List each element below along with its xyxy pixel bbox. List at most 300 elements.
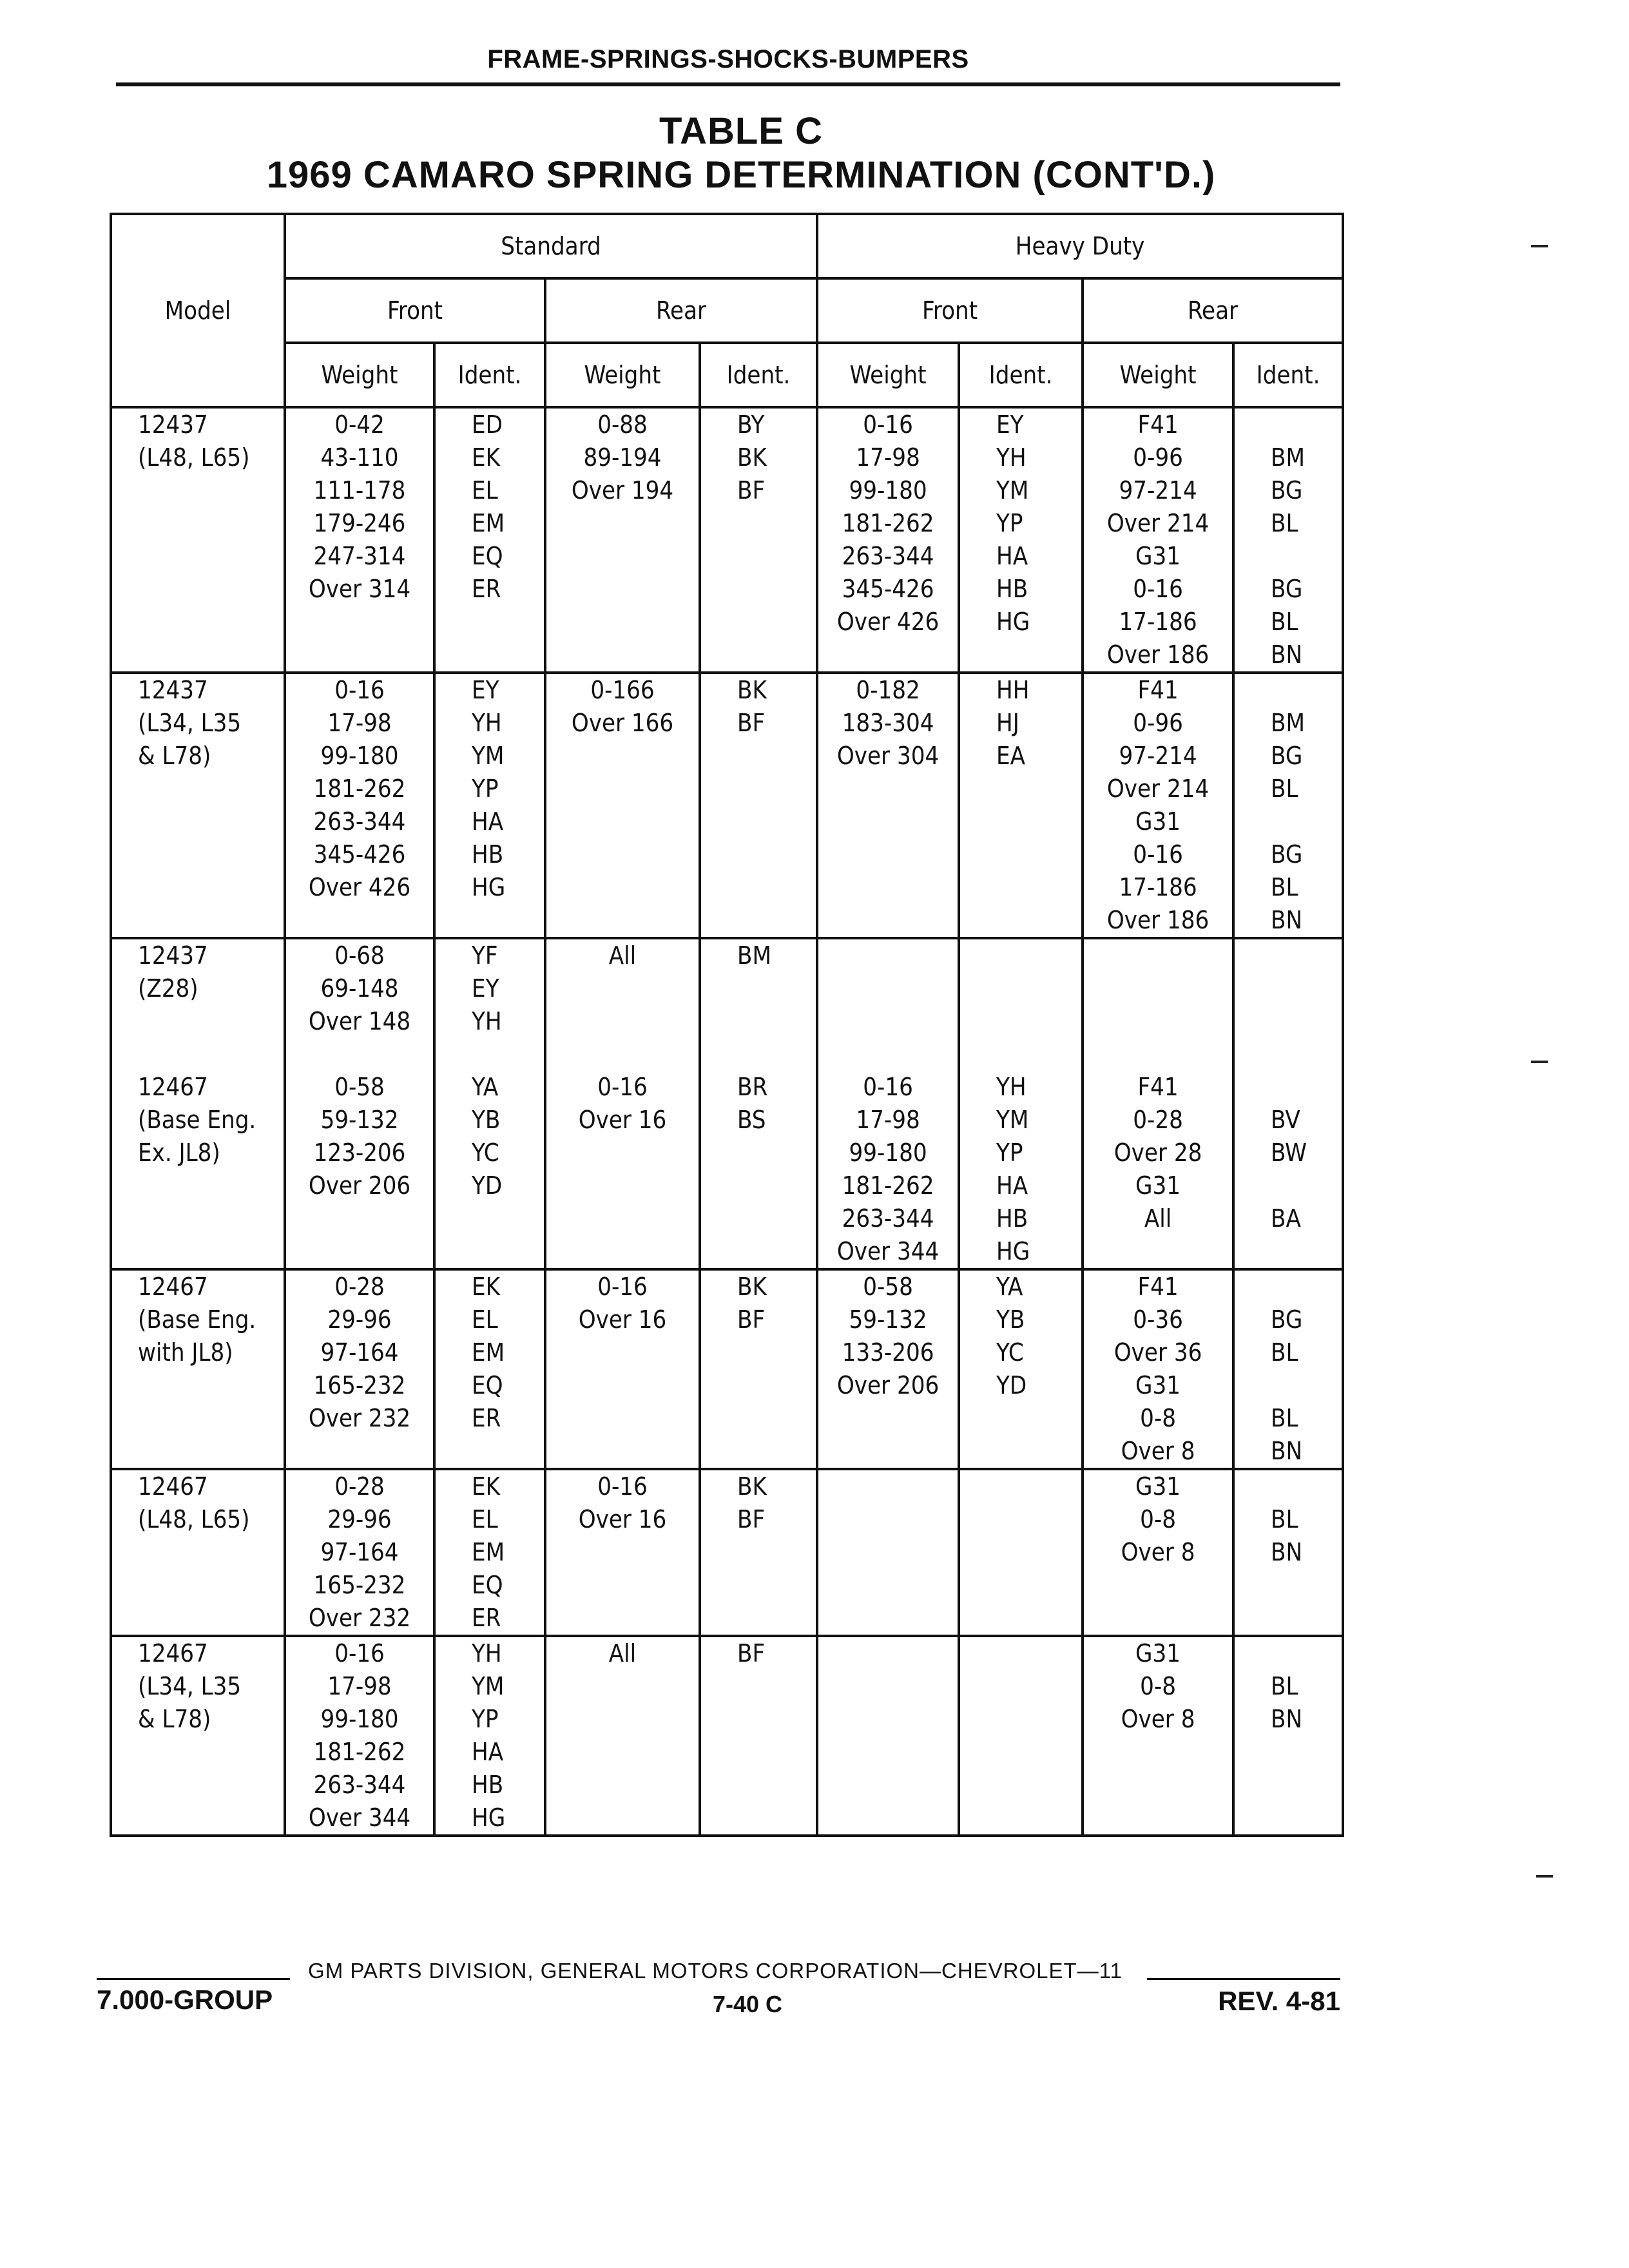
cell-line: G31 — [1135, 1171, 1181, 1200]
hd-rear-ident-cell — [1233, 1469, 1343, 1636]
cell-line: (L48, L65) — [138, 443, 250, 472]
table-row — [111, 407, 1343, 673]
hd-front-ident-header: Ident. — [959, 343, 1083, 407]
cell-line: 59-132 — [320, 1106, 399, 1134]
footer-page-number: 7-40 C — [712, 1991, 783, 2017]
cell-line: 345-426 — [313, 840, 406, 869]
hd-rear-weight-header: Weight — [1083, 343, 1233, 407]
cell-line: G31 — [1135, 542, 1181, 570]
cell-line: HG — [996, 608, 1030, 636]
cell-line: Over 8 — [1121, 1705, 1195, 1733]
cell-line: 181-262 — [313, 774, 406, 803]
cell-line: 0-166 — [590, 676, 655, 704]
footer-group: 7.000-GROUP — [97, 1984, 273, 2015]
hd-front-weight-cell — [817, 938, 959, 1269]
cell-line: BM — [737, 941, 771, 970]
cell-line: BK — [737, 1472, 767, 1501]
cell-line — [546, 1038, 699, 1071]
cell-line: 99-180 — [320, 742, 399, 770]
cell-line: YH — [472, 1639, 502, 1667]
cell-line — [996, 1038, 1081, 1071]
cell-line: Over 186 — [1106, 906, 1210, 934]
header-rule — [116, 82, 1340, 86]
cell-line: BK — [737, 676, 767, 704]
cell-line — [1271, 1470, 1342, 1503]
cell-line: Over 344 — [308, 1803, 411, 1832]
std-front-weight-cell — [285, 1469, 434, 1636]
cell-line: YB — [472, 1106, 501, 1134]
cell-line: 12437 — [138, 941, 208, 970]
cell-line: BL — [1271, 1404, 1298, 1432]
cell-line: with JL8) — [138, 1338, 233, 1367]
cell-line: F41 — [1137, 1073, 1179, 1101]
cell-line: All — [1144, 1204, 1172, 1233]
cell-line: BL — [1271, 1338, 1298, 1367]
hd-front-ident-cell — [959, 1269, 1083, 1469]
cell-line: 99-180 — [320, 1705, 399, 1733]
cell-line — [1271, 1005, 1342, 1038]
cell-line: Over 426 — [308, 873, 411, 901]
std-front-weight-cell — [285, 1269, 434, 1469]
std-rear-weight-cell — [545, 407, 700, 673]
std-front-ident-header: Ident. — [434, 343, 545, 407]
spring-determination-table — [110, 213, 1344, 1837]
cell-line: HB — [472, 840, 504, 869]
hd-front-header: Front — [817, 278, 1083, 343]
cell-line: 17-186 — [1119, 608, 1197, 636]
std-rear-ident-cell — [700, 1269, 817, 1469]
model-cell — [111, 407, 285, 673]
cell-line: YA — [996, 1273, 1023, 1301]
std-front-weight-cell — [285, 407, 434, 673]
cell-line: YD — [996, 1371, 1027, 1399]
cell-line — [737, 1005, 816, 1038]
cell-line: 17-98 — [856, 1106, 920, 1134]
cell-line: EK — [472, 1273, 501, 1301]
model-cell — [111, 938, 285, 1269]
cell-line: BG — [1271, 840, 1303, 869]
cell-line: 12467 — [138, 1472, 208, 1501]
cell-line: YP — [472, 1705, 499, 1733]
cell-line — [818, 1038, 958, 1071]
cell-line — [138, 1038, 284, 1071]
cell-line: 43-110 — [320, 443, 399, 472]
cell-line: HB — [996, 1204, 1028, 1233]
cell-line: ED — [472, 410, 503, 439]
std-front-ident-cell — [434, 1469, 545, 1636]
cell-line: BM — [1271, 443, 1306, 472]
cell-line: Over 206 — [836, 1371, 940, 1399]
cell-line: HA — [996, 542, 1028, 570]
table-row — [111, 1269, 1343, 1469]
std-front-ident-cell — [434, 1636, 545, 1836]
cell-line — [996, 1005, 1081, 1038]
cell-line: ER — [472, 575, 501, 603]
cell-line: 97-164 — [320, 1338, 399, 1367]
cell-line: 179-246 — [313, 509, 406, 537]
cell-line: 0-88 — [597, 410, 648, 439]
table-body — [111, 407, 1343, 1836]
cell-line: EL — [472, 1305, 498, 1334]
cell-line: Over 16 — [578, 1505, 667, 1533]
hd-front-ident-cell — [959, 1636, 1083, 1836]
cell-line: & L78) — [138, 742, 211, 770]
cell-line: BR — [737, 1073, 768, 1101]
cell-line: YH — [472, 1007, 502, 1035]
cell-line: Over 232 — [308, 1404, 411, 1432]
cell-line: 0-16 — [863, 410, 913, 439]
model-cell — [111, 1469, 285, 1636]
cell-line: 97-214 — [1119, 476, 1197, 505]
cell-line: 165-232 — [313, 1371, 406, 1399]
cell-line: BW — [1271, 1139, 1307, 1167]
cell-line — [996, 939, 1081, 972]
hd-rear-ident-header: Ident. — [1233, 343, 1343, 407]
cell-line: HA — [996, 1171, 1028, 1200]
std-front-weight-header: Weight — [285, 343, 434, 407]
std-rear-weight-cell — [545, 938, 700, 1269]
cell-line: F41 — [1137, 410, 1179, 439]
cell-line: HB — [472, 1771, 504, 1799]
cell-line: BY — [737, 410, 765, 439]
hd-rear-weight-cell — [1083, 1269, 1233, 1469]
cell-line: BL — [1271, 1672, 1298, 1700]
cell-line: 0-8 — [1140, 1404, 1176, 1432]
cell-line — [1271, 540, 1342, 573]
cell-line: All — [608, 1639, 637, 1667]
cell-line: ER — [472, 1604, 501, 1632]
cell-line: BF — [737, 1639, 766, 1667]
cell-line: 0-42 — [334, 410, 385, 439]
cell-line: BG — [1271, 575, 1303, 603]
cell-line — [1084, 972, 1232, 1005]
cell-line — [1271, 408, 1342, 441]
cell-line — [1271, 1271, 1342, 1303]
std-rear-ident-cell — [700, 1636, 817, 1836]
cell-line: 99-180 — [849, 1139, 927, 1167]
cell-line: EL — [472, 476, 498, 505]
cell-line: Over 194 — [571, 476, 674, 505]
cell-line — [1084, 939, 1232, 972]
cell-line — [1271, 1637, 1342, 1670]
cell-line: YB — [996, 1305, 1025, 1334]
hd-rear-ident-cell — [1233, 1636, 1343, 1836]
table-row — [111, 1469, 1343, 1636]
cell-line — [286, 1038, 433, 1071]
cell-line: BG — [1271, 1305, 1303, 1334]
std-rear-ident-cell — [700, 673, 817, 938]
cell-line: Over 344 — [836, 1237, 940, 1265]
cell-line: YH — [996, 443, 1027, 472]
std-front-ident-cell — [434, 1269, 545, 1469]
cell-line: EA — [996, 742, 1026, 770]
cell-line: HA — [472, 807, 504, 836]
cell-line: 183-304 — [842, 709, 934, 737]
cell-line: YM — [472, 1672, 505, 1700]
cell-line: Over 28 — [1113, 1139, 1202, 1167]
footer-rule-right — [1147, 1978, 1340, 1980]
cell-line: BG — [1271, 742, 1303, 770]
hd-front-weight-cell — [817, 673, 959, 938]
cell-line: F41 — [1137, 676, 1179, 704]
hd-rear-weight-cell — [1083, 673, 1233, 938]
margin-mark — [1536, 1875, 1553, 1878]
table-row — [111, 938, 1343, 1269]
cell-line: Over 232 — [308, 1604, 411, 1632]
margin-mark — [1531, 1061, 1548, 1063]
cell-line: 0-68 — [334, 941, 385, 970]
margin-mark — [1531, 245, 1548, 247]
cell-line: 133-206 — [842, 1338, 934, 1367]
cell-line: 247-314 — [313, 542, 406, 570]
cell-line: 97-164 — [320, 1538, 399, 1566]
table-title — [116, 110, 1366, 197]
cell-line — [1271, 939, 1342, 972]
cell-line: 97-214 — [1119, 742, 1197, 770]
cell-line: G31 — [1135, 1639, 1181, 1667]
cell-line: YP — [996, 509, 1023, 537]
cell-line — [1271, 1038, 1342, 1071]
std-rear-weight-header: Weight — [545, 343, 700, 407]
cell-line: Over 148 — [308, 1007, 411, 1035]
cell-line: Over 206 — [308, 1171, 411, 1200]
cell-line: 0-16 — [334, 676, 385, 704]
cell-line: 0-16 — [597, 1273, 648, 1301]
table-row — [111, 673, 1343, 938]
cell-line: YM — [996, 1106, 1029, 1134]
table-row — [111, 1636, 1343, 1836]
cell-line: 181-262 — [313, 1738, 406, 1766]
spring-determination-table-wrap — [110, 213, 1342, 1837]
cell-line — [1271, 1169, 1342, 1202]
cell-line: YD — [472, 1171, 503, 1200]
cell-line: Over 166 — [571, 709, 674, 737]
std-rear-weight-cell — [545, 1269, 700, 1469]
cell-line: EY — [996, 410, 1024, 439]
cell-line: BN — [1271, 1538, 1303, 1566]
cell-line: (Z28) — [138, 974, 198, 1003]
cell-line: BF — [737, 1505, 766, 1533]
cell-line: 111-178 — [313, 476, 406, 505]
cell-line: 69-148 — [320, 974, 399, 1003]
cell-line: Over 214 — [1106, 774, 1210, 803]
cell-line: 12467 — [138, 1639, 208, 1667]
cell-line: 263-344 — [842, 542, 934, 570]
cell-line — [546, 1005, 699, 1038]
hd-front-ident-cell — [959, 407, 1083, 673]
cell-line: G31 — [1135, 1472, 1181, 1501]
cell-line: BL — [1271, 873, 1298, 901]
cell-line — [1271, 1071, 1342, 1104]
cell-line: 12437 — [138, 676, 208, 704]
footer-revision: REV. 4-81 — [1218, 1986, 1340, 2016]
cell-line: EY — [472, 974, 499, 1003]
cell-line — [1084, 1038, 1232, 1071]
cell-line: G31 — [1135, 1371, 1181, 1399]
cell-line: Over 16 — [578, 1106, 667, 1134]
cell-line: Over 426 — [836, 608, 940, 636]
hd-front-ident-cell — [959, 1469, 1083, 1636]
cell-line: EK — [472, 443, 501, 472]
table-title-line1: TABLE C — [659, 110, 823, 152]
cell-line: ER — [472, 1404, 501, 1432]
hd-front-weight-cell — [817, 1269, 959, 1469]
cell-line: Over 8 — [1121, 1437, 1195, 1465]
cell-line: YA — [472, 1073, 499, 1101]
cell-line: YM — [472, 742, 505, 770]
cell-line: 0-16 — [863, 1073, 913, 1101]
cell-line — [546, 972, 699, 1005]
std-front-weight-cell — [285, 1636, 434, 1836]
cell-line: 12467 — [138, 1073, 208, 1101]
section-title: FRAME-SPRINGS-SHOCKS-BUMPERS — [487, 45, 969, 73]
std-rear-ident-cell — [700, 938, 817, 1269]
cell-line: BA — [1271, 1204, 1301, 1233]
hd-front-ident-cell — [959, 938, 1083, 1269]
cell-line: YC — [472, 1139, 499, 1167]
cell-line: 17-98 — [327, 1672, 392, 1700]
table-title-line2: 1969 CAMARO SPRING DETERMINATION (CONT'D.) — [266, 154, 1216, 196]
cell-line: BN — [1271, 640, 1303, 669]
cell-line: BF — [737, 709, 766, 737]
cell-line: 0-36 — [1133, 1305, 1183, 1334]
cell-line: 263-344 — [842, 1204, 934, 1233]
cell-line: 181-262 — [842, 1171, 934, 1200]
cell-line: 0-96 — [1133, 709, 1183, 737]
hd-rear-weight-cell — [1083, 1469, 1233, 1636]
cell-line: HB — [996, 575, 1028, 603]
cell-line: BL — [1271, 509, 1298, 537]
cell-line: BN — [1271, 1705, 1303, 1733]
cell-line: YC — [996, 1338, 1024, 1367]
cell-line: Over 214 — [1106, 509, 1210, 537]
cell-line: EQ — [472, 1571, 503, 1599]
cell-line — [818, 972, 958, 1005]
hd-front-weight-cell — [817, 1469, 959, 1636]
cell-line: 345-426 — [842, 575, 934, 603]
std-front-ident-cell — [434, 938, 545, 1269]
cell-line — [737, 972, 816, 1005]
std-rear-ident-cell — [700, 407, 817, 673]
cell-line: 0-16 — [597, 1472, 648, 1501]
cell-line: 181-262 — [842, 509, 934, 537]
cell-line: YH — [472, 709, 502, 737]
cell-line: 0-58 — [863, 1273, 913, 1301]
model-cell — [111, 673, 285, 938]
cell-line: 0-96 — [1133, 443, 1183, 472]
cell-line: BL — [1271, 608, 1298, 636]
std-front-weight-cell — [285, 938, 434, 1269]
cell-line — [1271, 1369, 1342, 1402]
cell-line: HG — [472, 1803, 506, 1832]
cell-line — [737, 1038, 816, 1071]
cell-line: & L78) — [138, 1705, 211, 1733]
cell-line: (Base Eng. — [138, 1106, 256, 1134]
cell-line: Over 304 — [836, 742, 940, 770]
cell-line: HH — [996, 676, 1030, 704]
cell-line: (L34, L35 — [138, 1672, 242, 1700]
cell-line: EL — [472, 1505, 498, 1533]
cell-line: 123-206 — [313, 1139, 406, 1167]
cell-line: BM — [1271, 709, 1306, 737]
std-rear-weight-cell — [545, 1469, 700, 1636]
cell-line: BK — [737, 1273, 767, 1301]
cell-line: 17-186 — [1119, 873, 1197, 901]
cell-line: YH — [996, 1073, 1027, 1101]
cell-line: BV — [1271, 1106, 1300, 1134]
hd-rear-ident-cell — [1233, 407, 1343, 673]
hd-front-weight-cell — [817, 407, 959, 673]
cell-line — [818, 1005, 958, 1038]
cell-line: 12437 — [138, 410, 208, 439]
cell-line: BK — [737, 443, 767, 472]
std-rear-header: Rear — [545, 278, 817, 343]
cell-line: YM — [996, 476, 1029, 505]
cell-line: BF — [737, 1305, 766, 1334]
cell-line: 263-344 — [313, 1771, 406, 1799]
cell-line: 29-96 — [327, 1505, 392, 1533]
cell-line — [1084, 1005, 1232, 1038]
cell-line: BL — [1271, 774, 1298, 803]
std-front-ident-cell — [434, 407, 545, 673]
cell-line — [1271, 674, 1342, 707]
std-front-weight-cell — [285, 673, 434, 938]
cell-line: HG — [996, 1237, 1030, 1265]
hd-rear-weight-cell — [1083, 938, 1233, 1269]
cell-line: 0-28 — [334, 1472, 385, 1501]
model-cell — [111, 1269, 285, 1469]
cell-line: Ex. JL8) — [138, 1139, 220, 1167]
cell-line: Over 186 — [1106, 640, 1210, 669]
cell-line — [996, 972, 1081, 1005]
hd-rear-ident-cell — [1233, 938, 1343, 1269]
std-front-ident-cell — [434, 673, 545, 938]
cell-line: 29-96 — [327, 1305, 392, 1334]
cell-line: (L48, L65) — [138, 1505, 250, 1533]
heavy-duty-header: Heavy Duty — [817, 214, 1343, 278]
cell-line: BF — [737, 476, 766, 505]
cell-line: 0-8 — [1140, 1672, 1176, 1700]
cell-line: F41 — [1137, 1273, 1179, 1301]
cell-line: BS — [737, 1106, 766, 1134]
cell-line: 0-16 — [334, 1639, 385, 1667]
cell-line: EK — [472, 1472, 501, 1501]
cell-line: BN — [1271, 906, 1303, 934]
cell-line: EM — [472, 509, 505, 537]
hd-front-ident-cell — [959, 673, 1083, 938]
cell-line: YF — [472, 941, 498, 970]
cell-line: 0-8 — [1140, 1505, 1176, 1533]
footer-rule-left — [97, 1978, 290, 1980]
cell-line: BL — [1271, 1505, 1298, 1533]
cell-line: All — [608, 941, 637, 970]
hd-rear-ident-cell — [1233, 1269, 1343, 1469]
cell-line: BN — [1271, 1437, 1303, 1465]
cell-line: HA — [472, 1738, 504, 1766]
hd-front-weight-cell — [817, 1636, 959, 1836]
cell-line: EM — [472, 1338, 505, 1367]
hd-rear-weight-cell — [1083, 407, 1233, 673]
cell-line: 17-98 — [856, 443, 920, 472]
hd-rear-ident-cell — [1233, 673, 1343, 938]
cell-line: EM — [472, 1538, 505, 1566]
cell-line: 0-16 — [597, 1073, 648, 1101]
cell-line: 99-180 — [849, 476, 927, 505]
cell-line: 165-232 — [313, 1571, 406, 1599]
standard-header: Standard — [285, 214, 817, 278]
cell-line — [818, 939, 958, 972]
cell-line: Over 314 — [308, 575, 411, 603]
